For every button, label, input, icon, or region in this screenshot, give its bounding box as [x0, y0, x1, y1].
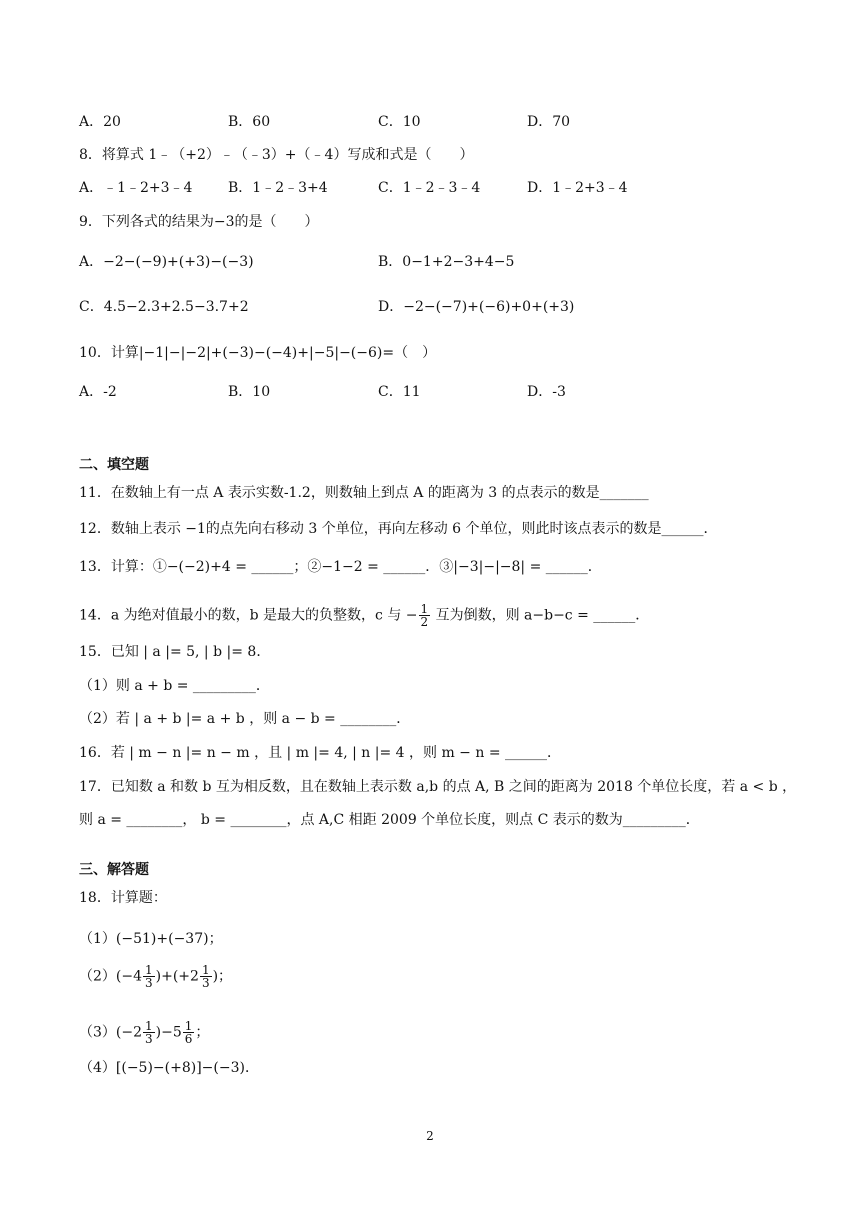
q7-option-d: D．70	[527, 114, 571, 130]
q15-part1: （1）则 a + b = _________．	[79, 678, 270, 694]
page-number: 2	[426, 1129, 434, 1143]
q15-stem: 15．已知 | a |= 5, | b |= 8．	[79, 644, 271, 660]
q11: 11．在数轴上有一点 A 表示实数-1.2，则数轴上到点 A 的距离为 3 的点表示的数是_______	[79, 485, 649, 501]
q15-part2: （2）若 | a + b |= a + b ，则 a − b = ________．	[79, 711, 411, 727]
q7-option-a: A．20	[79, 114, 121, 130]
q18-part1: （1）(−51)+(−37)；	[79, 931, 223, 947]
q18-p3-frac1	[143, 1020, 155, 1045]
q18-p2-frac1	[143, 964, 155, 989]
q18-p2-pre: （2）(−4	[79, 968, 143, 985]
frac-num: 1	[201, 963, 210, 977]
q14-frac-den: 2	[420, 615, 429, 629]
q18-p3-mid: )−5	[155, 1024, 182, 1041]
q14-fraction	[419, 603, 431, 628]
q10-option-b: B．10	[228, 384, 271, 400]
q14	[79, 603, 649, 628]
q18-p2-post: )；	[212, 968, 233, 985]
q14-part1: 14．a 为绝对值最小的数，b 是最大的负整数，c 与 −	[79, 607, 418, 624]
q18-part4: （4）[(−5)−(+8)]−(−3)．	[79, 1060, 259, 1076]
q18-p2-frac2	[200, 964, 212, 989]
q10-option-d: D．-3	[527, 384, 566, 400]
q7-option-b: B．60	[228, 114, 271, 130]
q8-option-a: A．﹣1﹣2+3﹣4	[79, 180, 193, 196]
frac-den: 6	[184, 1032, 193, 1046]
q18-p3-pre: （3）(−2	[79, 1024, 143, 1041]
q9-stem: 9．下列各式的结果为−3的是（ ）	[79, 214, 319, 230]
q8-option-b: B．1﹣2﹣3+4	[228, 180, 328, 196]
q16: 16．若 | m − n |= n − m ，且 | m |= 4, | n |= 4 ，则 m − n = ______．	[79, 745, 562, 761]
q18-p3-frac2	[183, 1020, 195, 1045]
frac-den: 3	[145, 976, 153, 990]
q9-option-a: A．−2−(−9)+(+3)−(−3)	[79, 254, 254, 270]
q18-stem: 18．计算题：	[79, 890, 167, 906]
q18-part3	[79, 1020, 209, 1045]
frac-num: 1	[145, 1019, 153, 1033]
frac-den: 3	[201, 976, 210, 990]
section-fill-in-title: 二、填空题	[79, 457, 149, 473]
q10-stem: 10．计算|−1|−|−2|+(−3)−(−4)+|−5|−(−6)=（ ）	[79, 345, 437, 361]
q9-option-c: C．4.5−2.3+2.5−3.7+2	[79, 299, 249, 315]
q10-option-a: A．-2	[79, 384, 117, 400]
q13: 13．计算：①−(−2)+4 = ______；②−1−2 = ______．③|−3|−|−8| = ______．	[79, 559, 602, 575]
frac-den: 3	[145, 1032, 153, 1046]
q18-p2-mid: )+(+2	[155, 968, 199, 985]
q8-stem: 8．将算式 1﹣（+2）﹣（﹣3）+（﹣4）写成和式是（ ）	[79, 147, 474, 163]
frac-num: 1	[184, 1019, 193, 1033]
q18-part2	[79, 964, 232, 989]
q17-line2: 则 a = ________， b = ________，点 A,C 相距 2009 个单位长度，则点 C 表示的数为_________．	[79, 812, 700, 828]
section-answer-title: 三、解答题	[79, 862, 149, 878]
q12: 12．数轴上表示 −1的点先向右移动 3 个单位，再向左移动 6 个单位，则此时该点表示的数是______．	[79, 521, 718, 537]
q14-part2: 互为倒数，则 a−b−c = ______．	[431, 607, 650, 624]
q18-p3-post: ；	[195, 1024, 210, 1041]
q7-option-c: C．10	[378, 114, 421, 130]
q9-option-b: B．0−1+2−3+4−5	[378, 254, 515, 270]
q10-option-c: C．11	[378, 384, 421, 400]
q14-frac-num: 1	[420, 602, 429, 616]
q17-line1: 17．已知数 a 和数 b 互为相反数，且在数轴上表示数 a,b 的点 A, B 之间的距离为 2018 个单位长度，若 a < b ，	[79, 779, 797, 795]
frac-num: 1	[145, 963, 153, 977]
q8-option-c: C．1﹣2﹣3﹣4	[378, 180, 481, 196]
q9-option-d: D．−2−(−7)+(−6)+0+(+3)	[378, 299, 575, 315]
q8-option-d: D．1﹣2+3﹣4	[527, 180, 628, 196]
